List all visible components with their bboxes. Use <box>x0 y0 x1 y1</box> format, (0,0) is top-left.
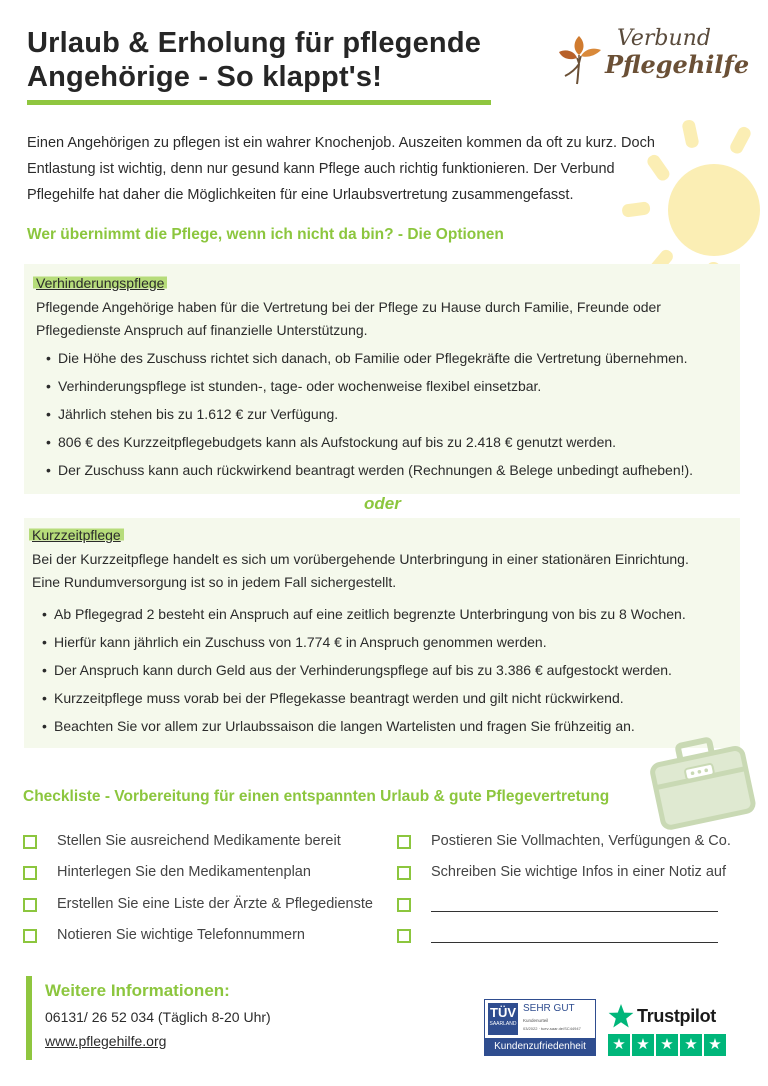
rating-star-icon: ★ <box>632 1034 654 1056</box>
page-title <box>27 26 547 94</box>
checklist-item-label: Postieren Sie Vollmachten, Verfügungen & Co. <box>431 833 731 849</box>
rating-star-icon: ★ <box>656 1034 678 1056</box>
tuv-certificate: 03/2022 · tuev-saar.de/SC44947 <box>523 1026 581 1031</box>
tuv-subtitle: Kundenurteil <box>523 1018 549 1023</box>
intro-line: Pflegehilfe hat daher die Möglichkeiten für eine Urlaubsvertretung zusammengefasst. <box>27 187 574 203</box>
checklist-item-label: Notieren Sie wichtige Telefonnummern <box>57 927 305 943</box>
verhinderungspflege-section <box>24 264 740 494</box>
title-underline <box>27 100 491 105</box>
info-accent-bar <box>26 976 32 1060</box>
bullet-item: • Die Höhe des Zuschuss richtet sich danach, ob Familie oder Pflegekräfte die Vertretung übernehmen. <box>46 348 693 376</box>
bullet-item: • Jährlich stehen bis zu 1.612 € zur Verfügung. <box>46 404 693 432</box>
bullet-item: • Der Anspruch kann durch Geld aus der Verhinderungspflege auf bis zu 3.386 € aufgestockt werden. <box>42 660 686 688</box>
tuv-mark-text: TÜV <box>490 1005 516 1020</box>
bullet-item: • Beachten Sie vor allem zur Urlaubssaison die langen Wartelisten und fragen Sie frühzeitig an. <box>42 716 686 744</box>
suitcase-icon <box>646 734 758 830</box>
checkbox[interactable] <box>23 929 37 943</box>
checkbox[interactable] <box>397 929 411 943</box>
tuv-logo <box>488 1003 518 1035</box>
tuv-grade: SEHR GUT <box>523 1003 575 1014</box>
trustpilot-rating <box>608 1034 726 1056</box>
description-line: Bei der Kurzzeitpflege handelt es sich um vorübergehende Unterbringung in einer stationären Einrichtung. <box>32 551 689 567</box>
checkbox[interactable] <box>397 835 411 849</box>
logo-text-verbund: Verbund <box>617 26 711 51</box>
tuv-region-text: SAARLAND <box>489 1021 517 1027</box>
checklist-item-label: Stellen Sie ausreichend Medikamente bereit <box>57 833 341 849</box>
kurzzeitpflege-section <box>24 518 740 748</box>
section-description <box>36 296 736 342</box>
checklist-item-label: Schreiben Sie wichtige Infos in einer Notiz auf <box>431 864 726 880</box>
checklist-item-label: Hinterlegen Sie den Medikamentenplan <box>57 864 311 880</box>
blank-write-line[interactable] <box>431 942 718 943</box>
checklist-item-label: Erstellen Sie eine Liste der Ärzte & Pflegedienste <box>57 896 373 912</box>
rating-star-icon: ★ <box>608 1034 630 1056</box>
options-heading: Wer übernimmt die Pflege, wenn ich nicht da bin? - Die Optionen <box>27 226 504 243</box>
tuv-footer: Kundenzufriedenheit <box>485 1038 595 1055</box>
checkbox[interactable] <box>397 898 411 912</box>
intro-paragraph <box>27 130 677 208</box>
description-line: Pflegedienste Anspruch auf finanzielle Unterstützung. <box>36 322 368 338</box>
bullet-item: • 806 € des Kurzzeitpflegebudgets kann als Aufstockung auf bis zu 2.418 € genutzt werden. <box>46 432 693 460</box>
checkbox[interactable] <box>23 835 37 849</box>
verbund-pflegehilfe-logo <box>555 26 755 90</box>
rating-star-icon: ★ <box>680 1034 702 1056</box>
intro-line: Entlastung ist wichtig, denn nur gesund kann Pflege auch richtig funktionieren. Der Verbund <box>27 161 615 177</box>
section-description <box>32 548 732 594</box>
checkbox[interactable] <box>23 898 37 912</box>
rating-star-icon: ★ <box>704 1034 726 1056</box>
blank-write-line[interactable] <box>431 911 718 912</box>
description-line: Pflegende Angehörige haben für die Vertretung bei der Pflege zu Hause durch Familie, Freunde oder <box>36 299 661 315</box>
section-title: Verhinderungspflege <box>33 275 167 291</box>
title-line-1: Urlaub & Erholung für pflegende <box>27 27 482 59</box>
website-link[interactable]: www.pflegehilfe.org <box>45 1033 167 1049</box>
checkbox[interactable] <box>23 866 37 880</box>
bullet-list <box>46 348 693 488</box>
info-title: Weitere Informationen: <box>45 981 230 1000</box>
intro-line: Einen Angehörigen zu pflegen ist ein wahrer Knochenjob. Auszeiten kommen da oft zu kurz. Doch <box>27 135 655 151</box>
bullet-item: • Kurzzeitpflege muss vorab bei der Pflegekasse beantragt werden und gilt nicht rückwirkend. <box>42 688 686 716</box>
bullet-list <box>42 604 686 744</box>
title-line-2: Angehörige - So klappt's! <box>27 61 383 93</box>
bullet-item: • Verhinderungspflege ist stunden-, tage- oder wochenweise flexibel einsetzbar. <box>46 376 693 404</box>
checkbox[interactable] <box>397 866 411 880</box>
trustpilot-badge <box>606 1003 730 1059</box>
bullet-item: • Ab Pflegegrad 2 besteht ein Anspruch auf eine zeitlich begrenzte Unterbringung von bis zu 8 Wochen. <box>42 604 686 632</box>
logo-text-pflegehilfe: Pflegehilfe <box>605 50 750 79</box>
checklist-heading: Checkliste - Vorbereitung für einen entspannten Urlaub & gute Pflegevertretung <box>23 788 610 805</box>
tuv-badge <box>484 999 596 1056</box>
trustpilot-name: Trustpilot <box>637 1006 716 1026</box>
trustpilot-star-icon <box>608 1003 634 1029</box>
info-phone: 06131/ 26 52 034 (Täglich 8-20 Uhr) <box>45 1009 271 1025</box>
bullet-item: • Hierfür kann jährlich ein Zuschuss von 1.774 € in Anspruch genommen werden. <box>42 632 686 660</box>
bullet-item: • Der Zuschuss kann auch rückwirkend beantragt werden (Rechnungen & Belege unbedingt aufheben!). <box>46 460 693 488</box>
section-title: Kurzzeitpflege <box>29 527 124 543</box>
or-separator: oder <box>364 494 401 513</box>
leaf-icon <box>555 28 605 86</box>
description-line: Eine Rundumversorgung ist so in jedem Fall sichergestellt. <box>32 574 397 590</box>
